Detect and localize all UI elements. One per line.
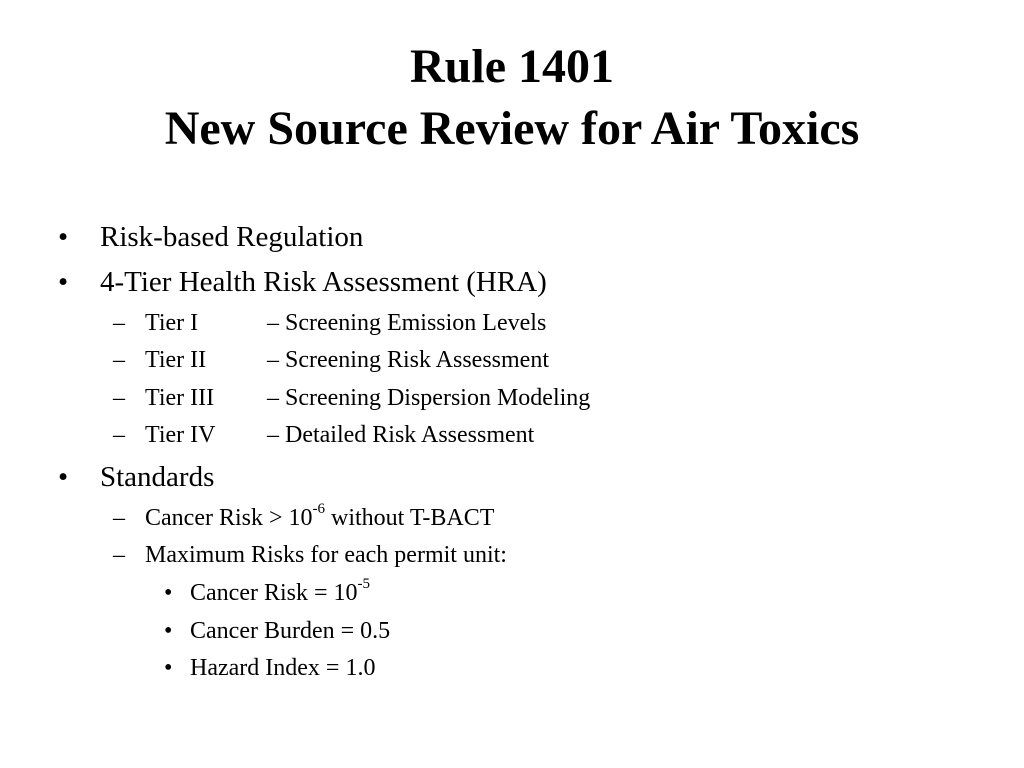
cancer-risk-exponent: -6 [312, 501, 326, 517]
tier-name: Tier I [145, 310, 199, 336]
bullet-icon: • [164, 655, 173, 681]
tier-description: – Detailed Risk Assessment [267, 422, 535, 448]
cancer-risk-exponent: -5 [357, 576, 371, 592]
bullet-icon: • [58, 266, 69, 298]
sub-sub-item-text: Cancer Burden = 0.5 [190, 618, 391, 644]
cancer-risk-prefix: Cancer Risk > 10 [145, 505, 313, 531]
dash-icon: – [113, 422, 125, 448]
dash-icon: – [113, 347, 125, 373]
dash-icon: – [113, 385, 125, 411]
bullet-icon: • [164, 580, 173, 606]
tier-name: Tier II [145, 347, 207, 373]
bullet-icon: • [58, 221, 69, 253]
tier-description: – Screening Risk Assessment [267, 347, 549, 373]
tier-description: – Screening Dispersion Modeling [267, 385, 591, 411]
dash-icon: – [113, 310, 125, 336]
cancer-risk-suffix: without T-BACT [325, 505, 495, 531]
bullet-icon: • [58, 461, 69, 493]
dash-icon: – [113, 542, 125, 568]
bullet-text: Standards [100, 461, 215, 493]
tier-name: Tier III [145, 385, 215, 411]
slide-title [0, 36, 1024, 160]
bullet-text: 4-Tier Health Risk Assessment (HRA) [100, 266, 547, 298]
cancer-risk-prefix: Cancer Risk = 10 [190, 580, 358, 606]
dash-icon: – [113, 505, 125, 531]
title-line-1: Rule 1401 [410, 40, 614, 93]
sub-sub-item-text: Hazard Index = 1.0 [190, 655, 376, 681]
bullet-text: Risk-based Regulation [100, 221, 364, 253]
title-line-2: New Source Review for Air Toxics [164, 102, 860, 155]
tier-name: Tier IV [145, 422, 216, 448]
bullet-icon: • [164, 618, 173, 644]
sub-item-text: Maximum Risks for each permit unit: [145, 542, 507, 568]
sub-sub-item-text [190, 576, 371, 607]
tier-description: – Screening Emission Levels [267, 310, 547, 336]
sub-item-text [145, 501, 495, 532]
